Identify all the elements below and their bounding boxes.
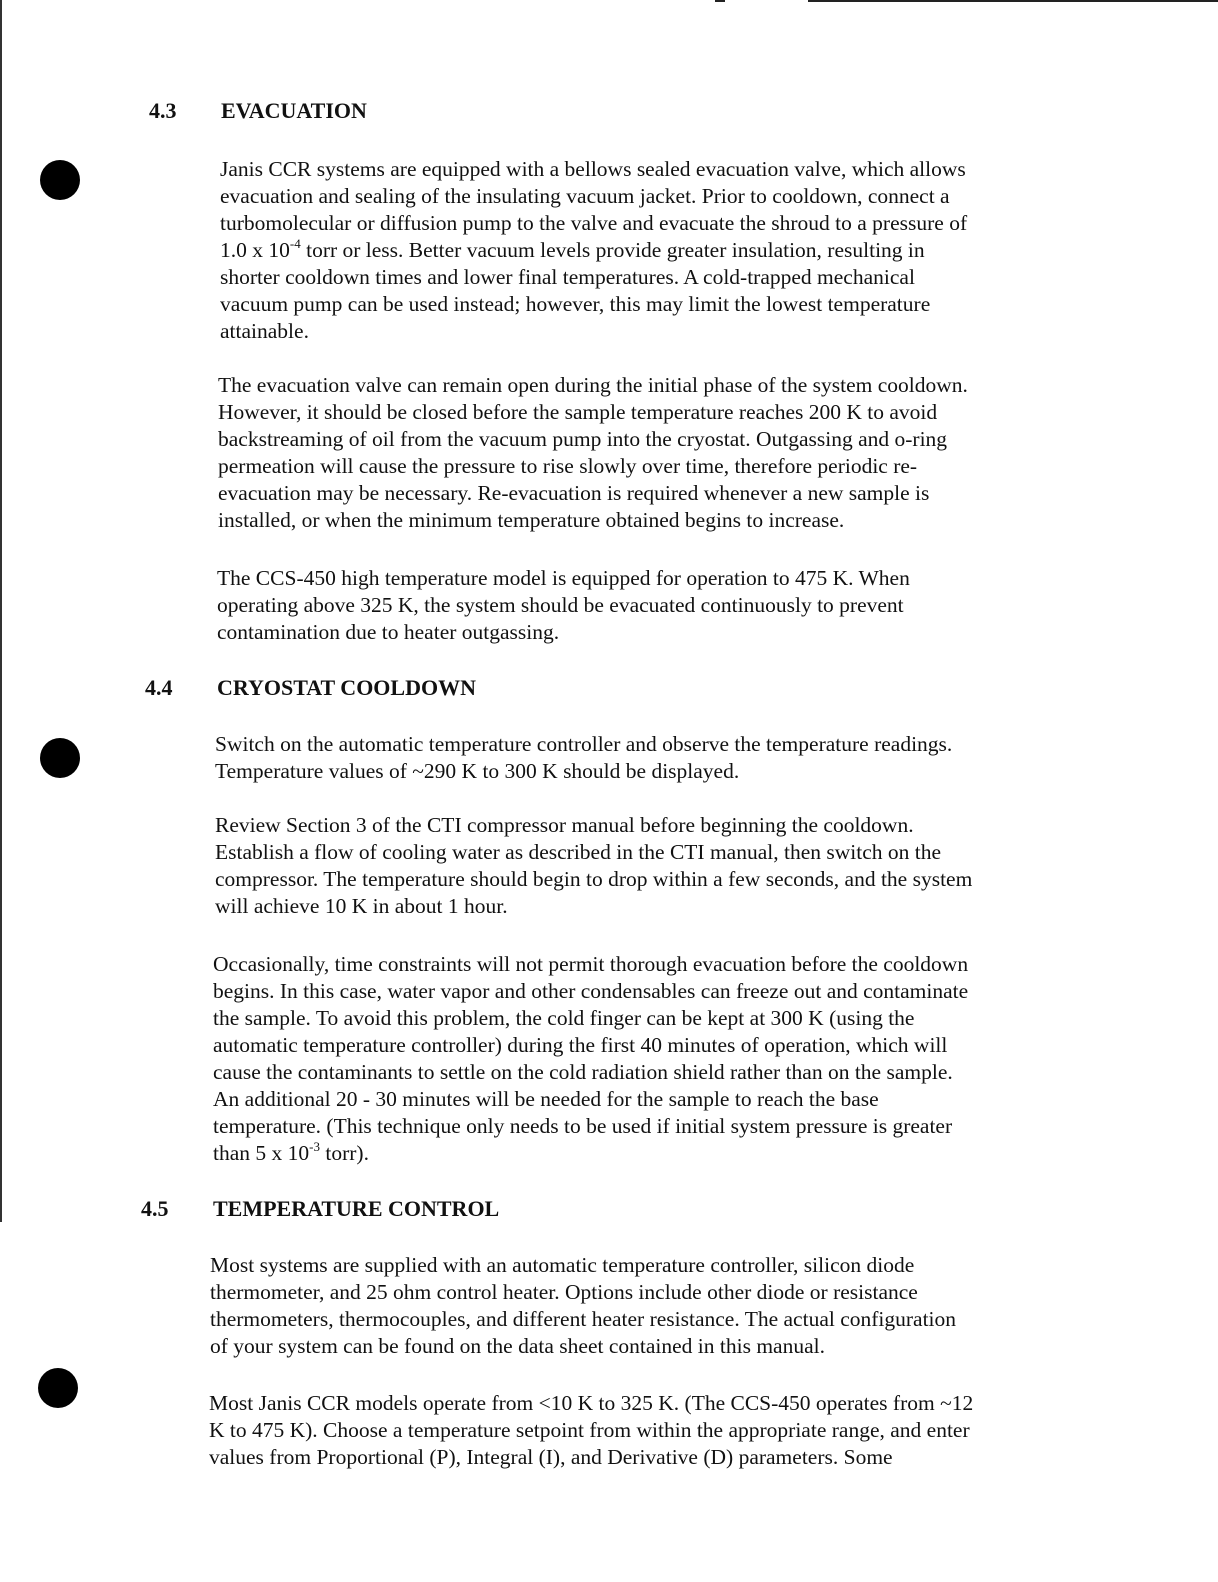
text-line: Review Section 3 of the CTI compressor manual before beginning the cooldown. bbox=[215, 813, 914, 837]
text-line: automatic temperature controller) during the first 40 minutes of operation, which will bbox=[213, 1033, 948, 1057]
paragraph bbox=[218, 372, 968, 534]
paragraph bbox=[215, 812, 972, 920]
text-fragment: 1.0 x 10 bbox=[220, 238, 290, 262]
section-title: TEMPERATURE CONTROL bbox=[213, 1196, 500, 1221]
text-line: Establish a flow of cooling water as described in the CTI manual, then switch on the bbox=[215, 840, 942, 864]
text-line: evacuation may be necessary. Re-evacuation is required whenever a new sample is bbox=[218, 481, 930, 505]
section-number: 4.5 bbox=[141, 1196, 169, 1221]
text-line: attainable. bbox=[220, 319, 309, 343]
text-line: operating above 325 K, the system should be evacuated continuously to prevent bbox=[217, 593, 904, 617]
text-line: Switch on the automatic temperature controller and observe the temperature readings. bbox=[215, 732, 953, 756]
text-line: will achieve 10 K in about 1 hour. bbox=[215, 894, 508, 918]
text-line: contamination due to heater outgassing. bbox=[217, 620, 560, 644]
paragraph bbox=[210, 1252, 956, 1360]
scan-edge-left bbox=[0, 0, 2, 1222]
exponent: -4 bbox=[289, 236, 301, 251]
binder-hole bbox=[40, 738, 80, 778]
text-line: K to 475 K). Choose a temperature setpoint from within the appropriate range, and enter bbox=[209, 1418, 970, 1442]
text-line: thermometer, and 25 ohm control heater. Options include other diode or resistance bbox=[210, 1280, 918, 1304]
text-line: cause the contaminants to settle on the cold radiation shield rather than on the sample. bbox=[213, 1060, 953, 1084]
paragraph bbox=[215, 731, 952, 785]
section-number: 4.4 bbox=[145, 675, 173, 700]
section-heading bbox=[141, 1196, 499, 1222]
text-line: installed, or when the minimum temperature obtained begins to increase. bbox=[218, 508, 845, 532]
text-line: Most systems are supplied with an automatic temperature controller, silicon diode bbox=[210, 1253, 915, 1277]
section-heading bbox=[149, 98, 367, 124]
text-fragment: torr). bbox=[320, 1141, 369, 1165]
text-line: the sample. To avoid this problem, the cold finger can be kept at 300 K (using the bbox=[213, 1006, 915, 1030]
text-line: evacuation and sealing of the insulating vacuum jacket. Prior to cooldown, connect a bbox=[220, 184, 950, 208]
text-line: thermometers, thermocouples, and different heater resistance. The actual configuration bbox=[210, 1307, 957, 1331]
section-heading bbox=[145, 675, 476, 701]
text-fragment: than 5 x 10 bbox=[213, 1141, 310, 1165]
exponent: -3 bbox=[309, 1139, 320, 1154]
binder-hole bbox=[40, 160, 80, 200]
text-line: The CCS-450 high temperature model is equipped for operation to 475 K. When bbox=[217, 566, 910, 590]
text-line bbox=[213, 1140, 968, 1167]
text-line: vacuum pump can be used instead; however, this may limit the lowest temperature bbox=[220, 292, 931, 316]
text-line: The evacuation valve can remain open during the initial phase of the system cooldown. bbox=[218, 373, 968, 397]
text-fragment: torr or less. Better vacuum levels provide greater insulation, resulting in bbox=[300, 238, 925, 262]
section-title: CRYOSTAT COOLDOWN bbox=[217, 675, 476, 700]
text-line: Most Janis CCR models operate from <10 K to 325 K. (The CCS-450 operates from ~12 bbox=[209, 1391, 974, 1415]
text-line: begins. In this case, water vapor and other condensables can freeze out and contaminate bbox=[213, 979, 969, 1003]
text-line: Temperature values of ~290 K to 300 K should be displayed. bbox=[215, 759, 740, 783]
text-line: permeation will cause the pressure to rise slowly over time, therefore periodic re- bbox=[218, 454, 918, 478]
text-line: An additional 20 - 30 minutes will be needed for the sample to reach the base bbox=[213, 1087, 879, 1111]
text-line: compressor. The temperature should begin to drop within a few seconds, and the system bbox=[215, 867, 973, 891]
text-line: However, it should be closed before the sample temperature reaches 200 K to avoid bbox=[218, 400, 938, 424]
text-line: values from Proportional (P), Integral (I), and Derivative (D) parameters. Some bbox=[209, 1445, 893, 1469]
section-number: 4.3 bbox=[149, 98, 177, 123]
text-line: Janis CCR systems are equipped with a bellows sealed evacuation valve, which allows bbox=[220, 157, 966, 181]
text-line: Occasionally, time constraints will not permit thorough evacuation before the cooldown bbox=[213, 952, 969, 976]
text-line: temperature. (This technique only needs to be used if initial system pressure is greater bbox=[213, 1114, 953, 1138]
scan-edge-top bbox=[808, 0, 1218, 2]
paragraph bbox=[220, 156, 967, 345]
paragraph bbox=[213, 951, 968, 1167]
scan-edge-top bbox=[715, 0, 725, 2]
text-line: turbomolecular or diffusion pump to the valve and evacuate the shroud to a pressure of bbox=[220, 211, 968, 235]
text-line bbox=[220, 237, 967, 264]
section-title: EVACUATION bbox=[221, 98, 367, 123]
text-line: shorter cooldown times and lower final temperatures. A cold-trapped mechanical bbox=[220, 265, 915, 289]
paragraph bbox=[217, 565, 910, 646]
paragraph bbox=[209, 1390, 973, 1471]
binder-hole bbox=[38, 1368, 78, 1408]
text-line: backstreaming of oil from the vacuum pump into the cryostat. Outgassing and o-ring bbox=[218, 427, 948, 451]
text-line: of your system can be found on the data sheet contained in this manual. bbox=[210, 1334, 825, 1358]
